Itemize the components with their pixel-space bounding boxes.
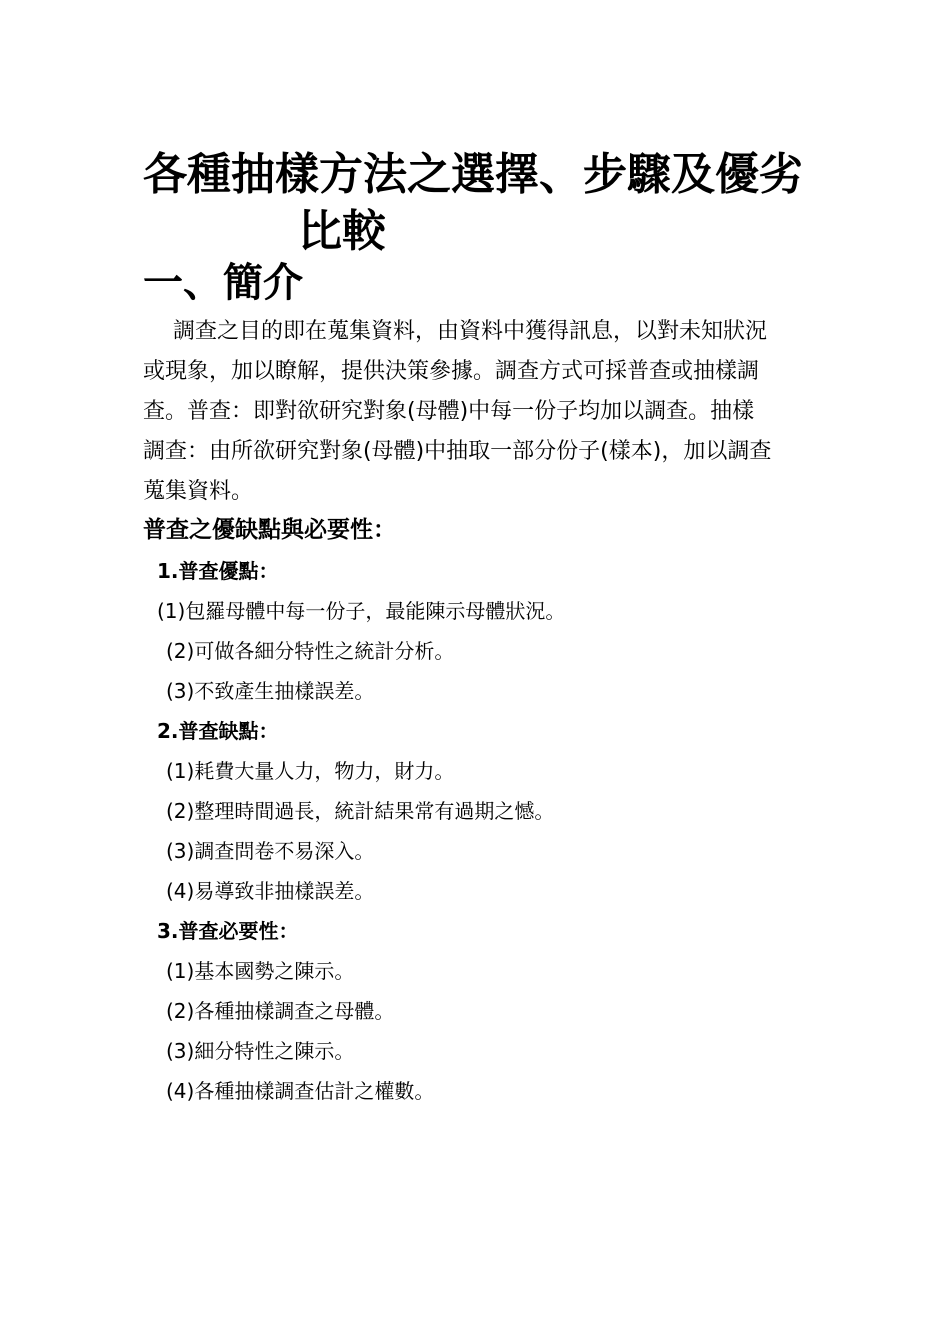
- document-title-line-1: 各種抽樣方法之選擇、步驟及優劣: [143, 149, 803, 200]
- group-heading-necessity: 3.普查必要性：: [157, 919, 299, 943]
- group-heading-disadvantages: 2.普查缺點：: [157, 719, 279, 743]
- census-pros-cons-heading: 普查之優缺點與必要性：: [143, 517, 396, 543]
- list-item: (2)可做各細分特性之統計分析。: [166, 639, 455, 663]
- section-heading-intro: 一、簡介: [143, 260, 303, 306]
- document-title-line-2: 比較: [298, 206, 386, 257]
- intro-line-4: 調查：由所欲研究對象(母體)中抽取一部分份子(樣本)，加以調查: [143, 439, 772, 464]
- list-item: (3)不致產生抽樣誤差。: [166, 679, 375, 703]
- list-item: (1)基本國勢之陳示。: [166, 959, 355, 983]
- intro-line-5: 蒐集資料。: [143, 479, 254, 504]
- list-item: (4)易導致非抽樣誤差。: [166, 879, 375, 903]
- list-item: (2)各種抽樣調查之母體。: [166, 999, 395, 1023]
- list-item: (1)包羅母體中每一份子，最能陳示母體狀況。: [157, 599, 566, 623]
- list-item: (2)整理時間過長，統計結果常有過期之憾。: [166, 799, 555, 823]
- intro-line-3: 查。普查：即對欲研究對象(母體)中每一份子均加以調查。抽樣: [143, 399, 755, 424]
- list-item: (3)調查問卷不易深入。: [166, 839, 375, 863]
- intro-line-1: 調查之目的即在蒐集資料，由資料中獲得訊息，以對未知狀況: [173, 319, 768, 344]
- list-item: (3)細分特性之陳示。: [166, 1039, 355, 1063]
- intro-line-2: 或現象，加以瞭解，提供決策參據。調查方式可採普查或抽樣調: [143, 359, 760, 384]
- group-heading-advantages: 1.普查優點：: [157, 559, 279, 583]
- list-item: (1)耗費大量人力，物力，財力。: [166, 759, 455, 783]
- list-item: (4)各種抽樣調查估計之權數。: [166, 1079, 435, 1103]
